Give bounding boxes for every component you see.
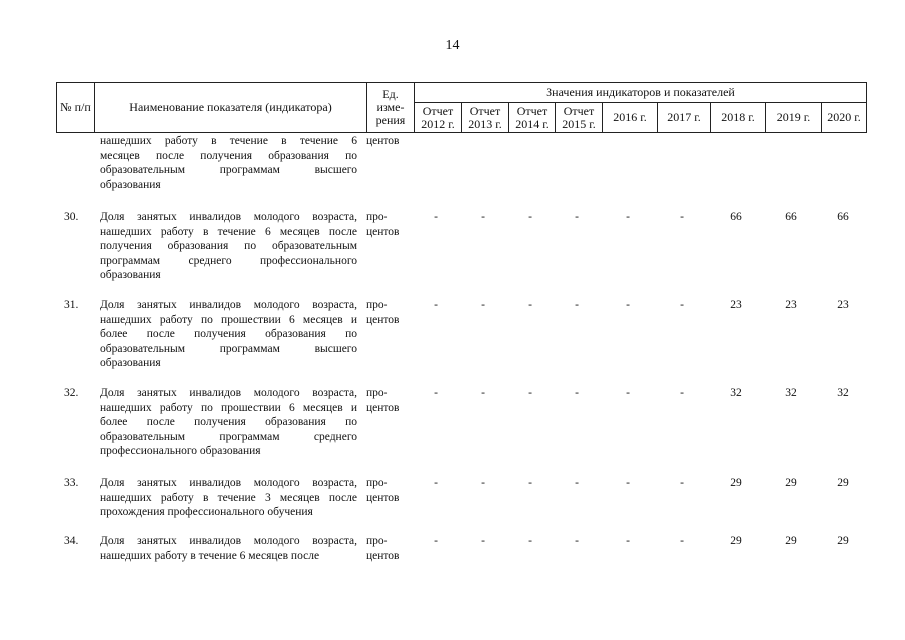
row-value: - — [575, 535, 579, 547]
row-unit — [366, 210, 414, 239]
row-number: 31. — [64, 299, 79, 311]
name-line: более после получения образования по — [100, 328, 357, 341]
row-value: 23 — [837, 299, 849, 311]
header-year-8 — [822, 103, 867, 133]
row-number: 30. — [64, 211, 79, 223]
unit-line: про- — [366, 535, 388, 547]
row-value: - — [575, 211, 579, 223]
header-col-name: Наименование показателя (индикатора) — [95, 83, 367, 133]
row-value: - — [626, 477, 630, 489]
table-header — [56, 82, 867, 133]
row-value: 29 — [785, 477, 797, 489]
row-value: - — [528, 387, 532, 399]
unit-line: про- — [366, 299, 388, 311]
header-col-unit — [367, 83, 415, 133]
name-line: более после получения образования по — [100, 416, 357, 429]
header-year-7 — [766, 103, 822, 133]
row-value: 32 — [837, 387, 849, 399]
header-unit-line3: рения — [375, 113, 406, 127]
header-year-label: Отчет — [516, 103, 548, 118]
row-value: 29 — [837, 535, 849, 547]
row-value: - — [528, 477, 532, 489]
row-value: 23 — [785, 299, 797, 311]
row-value: - — [481, 535, 485, 547]
name-line: образования — [100, 357, 161, 370]
header-year-1 — [462, 103, 509, 133]
name-line: нашедших работу по прошествии 6 месяцев и — [100, 313, 357, 326]
row-value: 66 — [785, 211, 797, 223]
row-indicator-name — [100, 298, 357, 371]
unit-line: центов — [366, 491, 400, 504]
row-value: 32 — [730, 387, 742, 399]
row-value: - — [481, 387, 485, 399]
row-value: - — [626, 211, 630, 223]
unit-line: центов — [366, 401, 400, 414]
row-value: - — [680, 477, 684, 489]
row-unit — [366, 298, 414, 327]
header-year-value: 2012 г. — [421, 116, 455, 131]
row-indicator-name — [100, 476, 357, 520]
unit-line: центов — [366, 135, 400, 147]
row-value: - — [575, 299, 579, 311]
header-unit-line1: Ед. — [382, 87, 399, 101]
header-year-6 — [711, 103, 766, 133]
row-value: - — [680, 535, 684, 547]
header-unit-line2: изме- — [376, 100, 405, 114]
row-number: 34. — [64, 535, 79, 547]
name-line: Доля занятых инвалидов молодого возраста, — [100, 477, 357, 489]
row-value: - — [434, 387, 438, 399]
header-year-2 — [509, 103, 556, 133]
row-value: - — [434, 477, 438, 489]
header-year-label: Отчет — [469, 103, 501, 118]
row-value: - — [626, 299, 630, 311]
header-year-value: 2016 г. — [613, 110, 647, 124]
header-year-5 — [658, 103, 711, 133]
row-value: - — [434, 299, 438, 311]
row-value: 66 — [837, 211, 849, 223]
unit-line: про- — [366, 477, 388, 489]
name-line: Доля занятых инвалидов молодого возраста, — [100, 211, 357, 223]
row-value: - — [481, 477, 485, 489]
row-value: - — [680, 299, 684, 311]
row-value: - — [680, 211, 684, 223]
row-value: 32 — [785, 387, 797, 399]
header-year-label: Отчет — [422, 103, 454, 118]
row-number: 33. — [64, 477, 79, 489]
row-value: - — [528, 299, 532, 311]
header-year-value: 2019 г. — [776, 110, 811, 124]
row-indicator-name — [100, 386, 357, 459]
row-value: - — [434, 535, 438, 547]
name-line: образовательным программам высшего — [100, 342, 357, 355]
header-year-value: 2020 г. — [827, 110, 861, 124]
name-line: образовательным программам среднего — [100, 430, 357, 443]
row-value: 29 — [730, 535, 742, 547]
header-year-4 — [603, 103, 658, 133]
row-value: 29 — [785, 535, 797, 547]
row-unit — [366, 534, 414, 563]
row-indicator-name — [100, 534, 357, 563]
name-line: образовательным программам высшего — [100, 164, 357, 177]
name-line: программам среднего профессионального — [100, 254, 357, 267]
name-line: Доля занятых инвалидов молодого возраста, — [100, 299, 357, 311]
header-year-value: 2018 г. — [721, 110, 755, 124]
row-value: - — [626, 535, 630, 547]
name-line: нашедших работу по прошествии 6 месяцев и — [100, 401, 357, 414]
row-value: 29 — [730, 477, 742, 489]
row-value: 66 — [730, 211, 742, 223]
row-value: - — [575, 387, 579, 399]
unit-line: центов — [366, 225, 400, 238]
name-line: Доля занятых инвалидов молодого возраста, — [100, 387, 357, 399]
header-year-3 — [556, 103, 603, 133]
row-value: - — [481, 299, 485, 311]
unit-line: центов — [366, 313, 400, 326]
row-value: - — [528, 211, 532, 223]
row-value: - — [626, 387, 630, 399]
unit-line: про- — [366, 387, 388, 399]
row-value: - — [680, 387, 684, 399]
header-year-value: 2014 г. — [515, 116, 549, 131]
row-unit — [366, 134, 414, 149]
row-value: - — [575, 477, 579, 489]
page-number: 14 — [445, 38, 460, 53]
name-line: нашедших работу в течение 3 месяцев после — [100, 491, 357, 504]
row-unit — [366, 476, 414, 505]
name-line: получения образования по образовательным — [100, 240, 357, 253]
name-line: профессионального образования — [100, 445, 261, 458]
name-line: нашедших работу в течение 6 месяцев после — [100, 225, 357, 238]
header-col-values: Значения индикаторов и показателей — [415, 83, 867, 103]
name-line: образования — [100, 269, 161, 282]
unit-line: про- — [366, 211, 388, 223]
header-year-value: 2013 г. — [468, 116, 502, 131]
name-line: образования — [100, 178, 161, 191]
header-col-num: № п/п — [57, 83, 95, 133]
row-number: 32. — [64, 387, 79, 399]
row-value: - — [528, 535, 532, 547]
name-line: прохождения профессионального обучения — [100, 506, 313, 519]
unit-line: центов — [366, 549, 400, 562]
header-year-label: Отчет — [563, 103, 595, 118]
name-line: нашедших работу в течение 6 месяцев после — [100, 549, 320, 562]
row-indicator-name — [100, 134, 357, 192]
header-year-value: 2017 г. — [667, 110, 701, 124]
name-line: месяцев после получения образования по — [100, 149, 357, 162]
row-unit — [366, 386, 414, 415]
name-line: нашедших работу в течение в течение 6 — [100, 135, 357, 147]
row-value: - — [481, 211, 485, 223]
row-value: 29 — [837, 477, 849, 489]
header-year-0 — [415, 103, 462, 133]
header-year-value: 2015 г. — [562, 116, 596, 131]
row-value: - — [434, 211, 438, 223]
row-indicator-name — [100, 210, 357, 283]
row-value: 23 — [730, 299, 742, 311]
name-line: Доля занятых инвалидов молодого возраста, — [100, 535, 357, 547]
